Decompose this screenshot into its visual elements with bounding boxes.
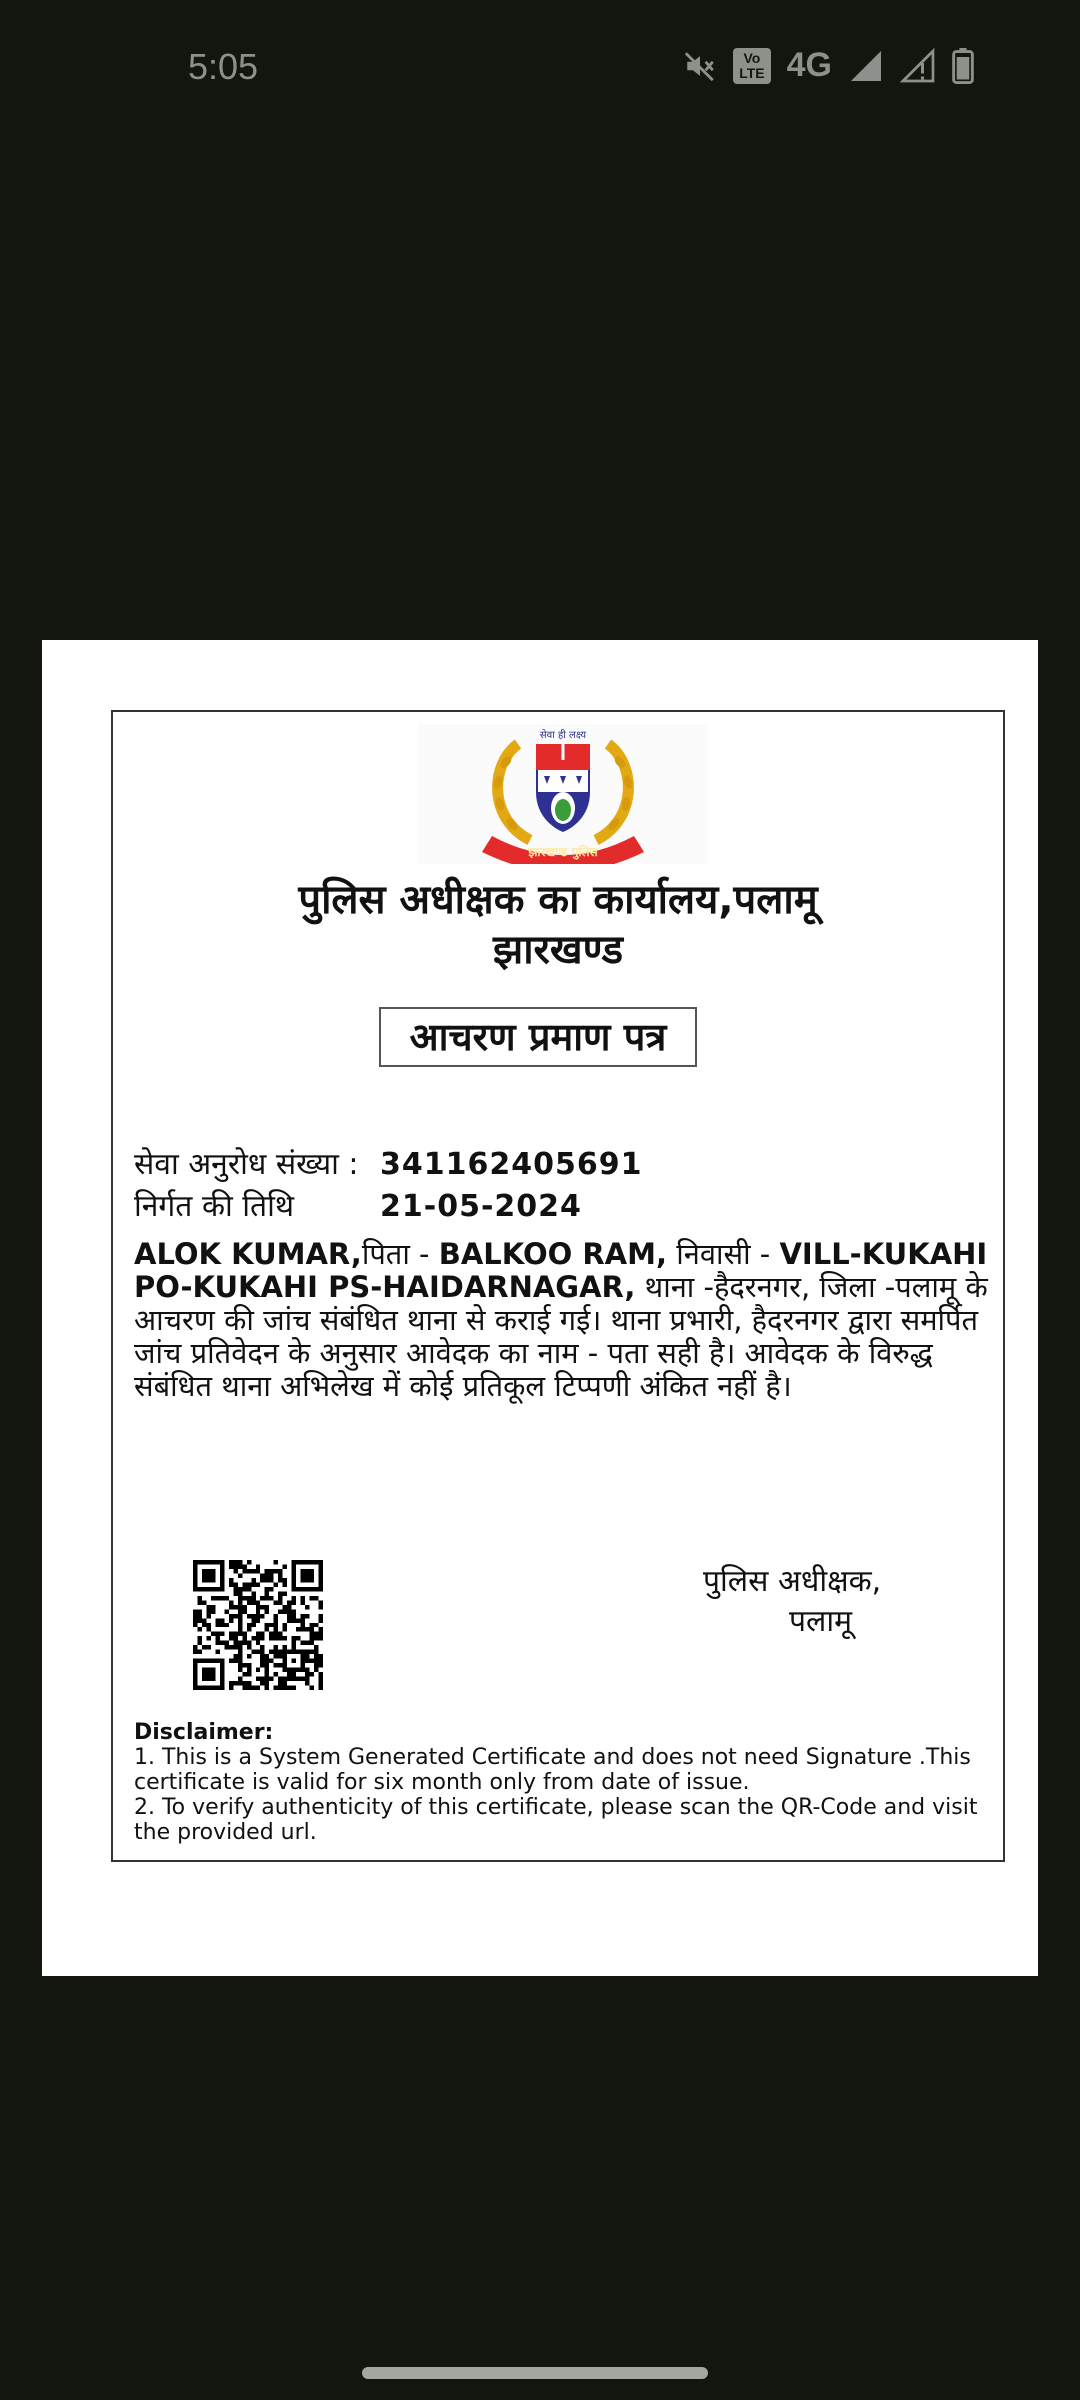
disclaimer-point-2: 2. To verify authenticity of this certificate, please scan the QR-Code and visit the provided url.: [134, 1795, 978, 1845]
emblem-motto: सेवा ही लक्ष्य: [539, 730, 587, 741]
applicant-address: VILL-KUKAHI PO-KUKAHI PS-HAIDARNAGAR,: [134, 1237, 988, 1304]
volte-icon: [733, 48, 770, 84]
signatory-place: पलामू: [789, 1604, 853, 1639]
certificate-sheet: [42, 640, 1038, 1976]
battery-icon: [952, 48, 974, 84]
signatory: [703, 1562, 881, 1642]
father-name: BALKOO RAM,: [438, 1237, 667, 1271]
signal-no-data-icon: [900, 48, 936, 84]
police-emblem-logo: [418, 724, 708, 864]
signal-icon: [848, 48, 884, 84]
father-label: पिता -: [361, 1237, 439, 1271]
signatory-title: पुलिस अधीक्षक,: [703, 1564, 882, 1599]
office-title: पुलिस अधीक्षक का कार्यालय,पलामू: [298, 877, 818, 923]
certificate-body: [134, 1238, 996, 1403]
status-bar: [0, 0, 1080, 130]
disclaimer: [134, 1720, 994, 1845]
request-number-value: 341162405691: [380, 1147, 643, 1182]
disclaimer-point-1: 1. This is a System Generated Certificate and does not need Signature .This certificate is valid for six month only from date of issue.: [134, 1745, 971, 1795]
issue-date-value: 21-05-2024: [380, 1189, 582, 1224]
network-type: 4G: [786, 46, 832, 84]
gesture-nav-bar[interactable]: [362, 2367, 708, 2379]
resident-label: निवासी -: [667, 1237, 780, 1271]
emblem-banner-text: झारखण्ड पुलिस: [528, 845, 598, 859]
issue-date-label: निर्गत की तिथि: [134, 1189, 295, 1224]
status-time: 5:05: [188, 46, 259, 87]
disclaimer-heading: Disclaimer:: [134, 1720, 274, 1745]
applicant-name: ALOK KUMAR,: [134, 1237, 362, 1271]
certificate-title: आचरण प्रमाण पत्र: [379, 1007, 697, 1067]
status-icons: [683, 46, 974, 85]
volte-text-bottom: LTE: [739, 64, 765, 81]
issue-date-row: [134, 1184, 582, 1225]
certificate-frame: [111, 710, 1005, 1862]
body-text: थाना -हैदरनगर, जिला -पलामू के आचरण की जांच संबंधित थाना से कराई गई। थाना प्रभारी, हैदरनगर द्वारा समर्पित जांच प्रतिवेदन के अनुसार आवेदक का नाम - पता सही है। आवेदक के विरुद्ध संबंधित थाना अभिलेख में कोई प्रतिकूल टिप्पणी अंकित नहीं है।: [134, 1270, 988, 1403]
office-state: झारखण्ड: [492, 927, 624, 973]
volte-text-top: Vo: [743, 49, 761, 66]
mute-icon: [683, 49, 717, 83]
request-number-label: सेवा अनुरोध संख्या :: [134, 1147, 359, 1182]
request-number-row: [134, 1142, 643, 1183]
qr-code[interactable]: [193, 1560, 323, 1690]
